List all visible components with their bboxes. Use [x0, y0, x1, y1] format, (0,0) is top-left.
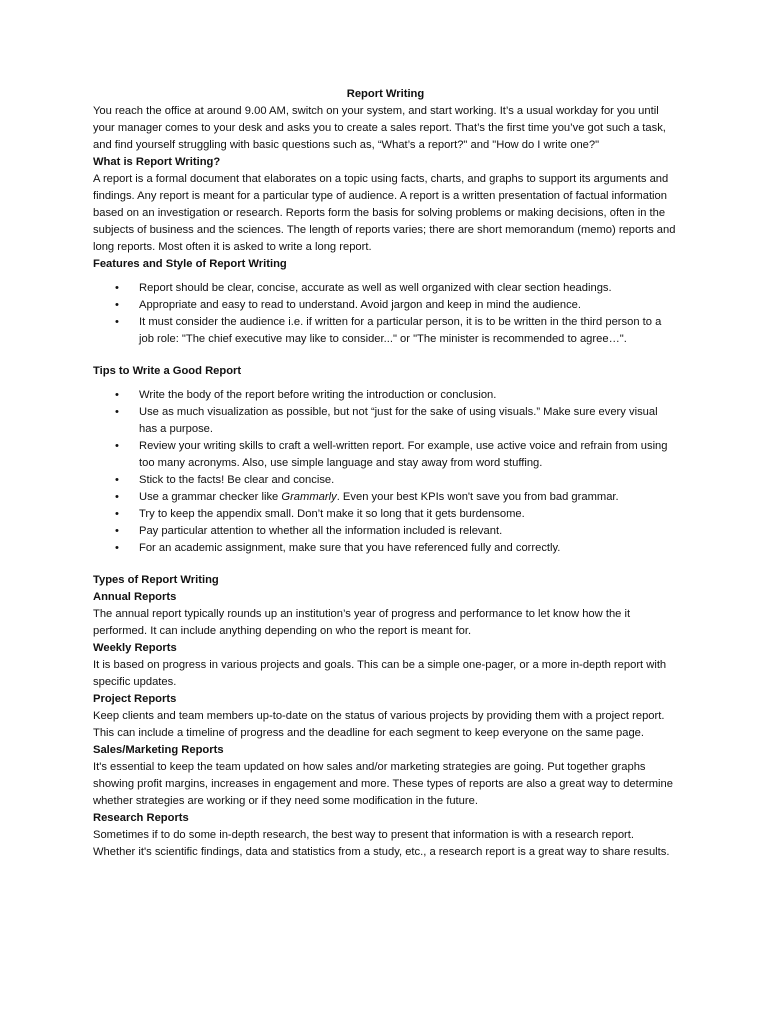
bullet-icon: •	[115, 491, 119, 503]
list-item: • For an academic assignment, make sure that you have referenced fully and correctly.	[93, 540, 678, 557]
list-item: • Use as much visualization as possible, but not “just for the sake of using visuals.” Make sure every visual has a purpose.	[115, 406, 658, 435]
list-item: • Stick to the facts! Be clear and concise.	[93, 472, 678, 489]
list-item: • Report should be clear, concise, accurate as well as well organized with clear section headings.	[93, 280, 678, 297]
spacer	[93, 348, 678, 363]
intro-paragraph: You reach the office at around 9.00 AM, switch on your system, and start working. It’s a usual workday for you until your manager comes to your desk and asks you to create a sales report. That’s the first time you’ve got such a task, and find yourself struggling with basic questions such as, “What’s a report?" and "How do I write one?"	[93, 105, 666, 151]
features-list	[93, 280, 678, 348]
grammarly-name: Grammarly	[281, 491, 337, 503]
document-page	[93, 86, 678, 861]
list-item: • Try to keep the appendix small. Don’t make it so long that it gets burdensome.	[93, 506, 678, 523]
list-item: • Appropriate and easy to read to understand. Avoid jargon and keep in mind the audience.	[93, 297, 678, 314]
list-item: • Write the body of the report before writing the introduction or conclusion.	[93, 387, 678, 404]
what-heading: What is Report Writing?	[93, 156, 221, 168]
bullet-icon: •	[115, 474, 119, 486]
bullet-icon: •	[115, 440, 119, 452]
tips-heading: Tips to Write a Good Report	[93, 365, 242, 377]
sales-heading: Sales/Marketing Reports	[93, 744, 224, 756]
bullet-icon: •	[115, 282, 119, 294]
bullet-icon: •	[115, 389, 119, 401]
spacer	[93, 557, 678, 572]
list-item: • It must consider the audience i.e. if written for a particular person, it is to be written in the third person to a job role: "The chief executive may like to consider..." or "The minister is recommended to agree…".	[115, 316, 662, 345]
weekly-paragraph: It is based on progress in various projects and goals. This can be a simple one-pager, or a more in-depth report with specific updates.	[93, 659, 667, 688]
project-heading: Project Reports	[93, 693, 177, 705]
bullet-icon: •	[115, 316, 119, 328]
list-item: • Use a grammar checker like Grammarly. Even your best KPIs won't save you from bad grammar.	[93, 489, 678, 506]
list-item: • Pay particular attention to whether all the information included is relevant.	[93, 523, 678, 540]
document-title: Report Writing	[346, 88, 425, 100]
what-paragraph: A report is a formal document that elaborates on a topic using facts, charts, and graphs to support its arguments and findings. Any report is meant for a particular type of audience. A report is a written presentation of factual information based on an investigation or research. Reports form the basis for solving problems or making decisions, often in the subjects of business and the sciences. The length of reports varies; there are short memorandum (memo) reports and long reports. Most often it is asked to write a long report.	[93, 173, 676, 253]
project-paragraph: Keep clients and team members up-to-date on the status of various projects by providing them with a project report. This can include a timeline of progress and the deadline for each segment to keep everyone on the same page.	[93, 710, 665, 739]
types-heading: Types of Report Writing	[93, 574, 219, 586]
research-heading: Research Reports	[93, 812, 189, 824]
features-heading: Features and Style of Report Writing	[93, 258, 287, 270]
annual-paragraph: The annual report typically rounds up an institution’s year of progress and performance to let know how the it performed. It can include anything depending on who the report is meant for.	[93, 608, 631, 637]
annual-heading: Annual Reports	[93, 591, 177, 603]
bullet-icon: •	[115, 542, 119, 554]
bullet-icon: •	[115, 525, 119, 537]
bullet-icon: •	[115, 508, 119, 520]
bullet-icon: •	[115, 299, 119, 311]
research-paragraph: Sometimes if to do some in-depth research, the best way to present that information is with a research report. Whether it's scientific findings, data and statistics from a study, etc., a research report is a great way to share results.	[93, 829, 670, 858]
bullet-icon: •	[115, 406, 119, 418]
sales-paragraph: It's essential to keep the team updated on how sales and/or marketing strategies are going. Put together graphs showing profit margins, increases in engagement and more. These types of reports are also a great way to determine whether strategies are working or if they need some modification in the future.	[93, 761, 673, 807]
list-item: • Review your writing skills to craft a well-written report. For example, use active voice and refrain from using too many acronyms. Also, use simple language and stay away from word stuffing.	[115, 440, 668, 469]
weekly-heading: Weekly Reports	[93, 642, 177, 654]
tips-list	[93, 387, 678, 557]
